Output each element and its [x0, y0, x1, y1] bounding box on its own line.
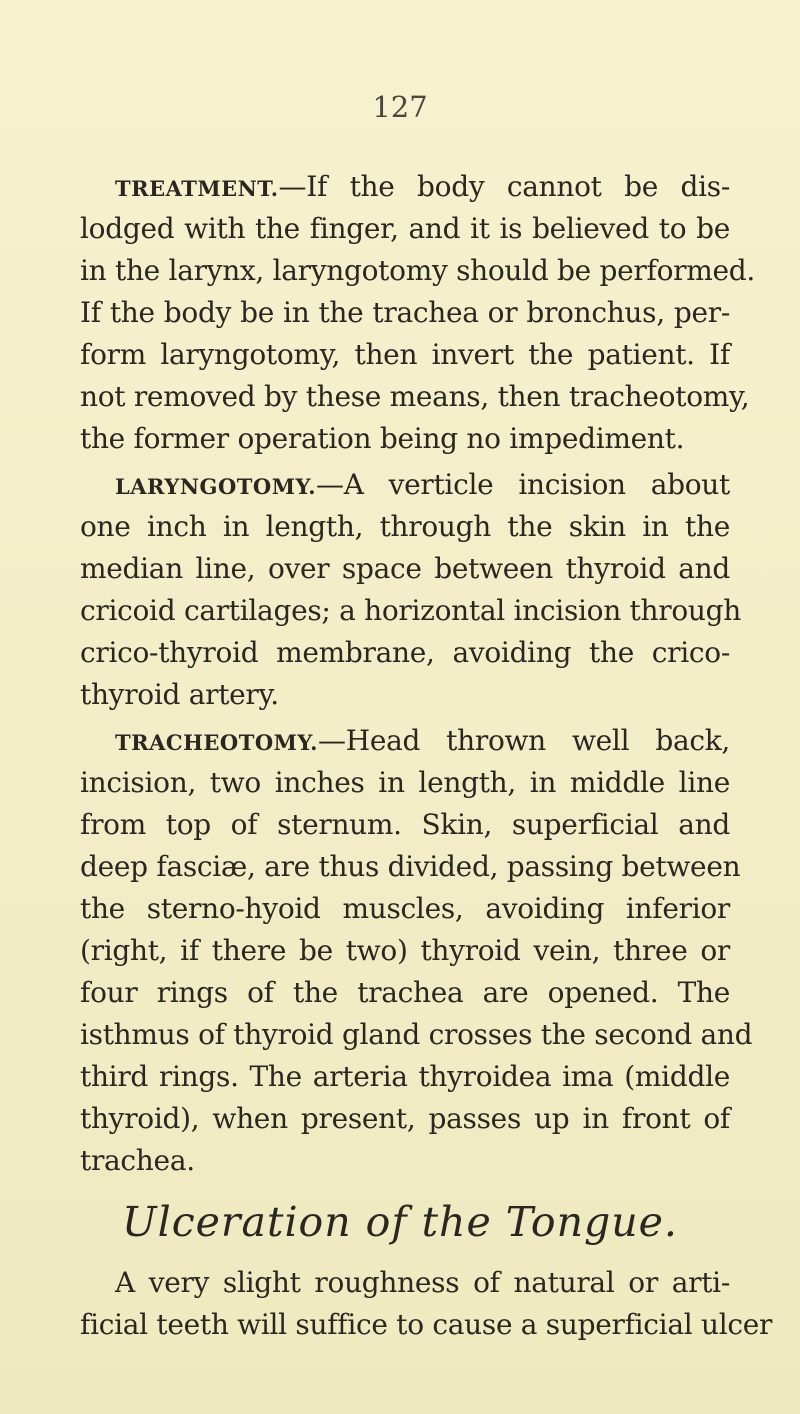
- treatment-line-6: not removed by these means, then tracheotomy,: [80, 380, 750, 413]
- laryngotomy-line-5: crico-thyroid membrane, avoiding the crico-: [80, 636, 730, 669]
- laryngotomy-line-1: LARYNGOTOMY.—A verticle incision about: [115, 468, 730, 501]
- closing-line-2: ficial teeth will suffice to cause a superficial ulcer: [80, 1308, 773, 1341]
- treatment-line-2: lodged with the finger, and it is believed to be: [80, 212, 730, 245]
- treatment-label: TREATMENT.: [115, 176, 279, 201]
- tracheotomy-line-4: deep fasciæ, are thus divided, passing between: [80, 850, 741, 883]
- laryngotomy-label: LARYNGOTOMY.: [115, 474, 317, 499]
- laryngotomy-line-2: one inch in length, through the skin in the: [80, 510, 730, 543]
- tracheotomy-line-2: incision, two inches in length, in middle line: [80, 766, 730, 799]
- treatment-line-7: the former operation being no impediment.: [80, 422, 685, 455]
- treatment-line-5: form laryngotomy, then invert the patient. If: [80, 338, 730, 371]
- tracheotomy-line-7: four rings of the trachea are opened. The: [80, 976, 730, 1009]
- laryngotomy-line-3: median line, over space between thyroid and: [80, 552, 730, 585]
- tracheotomy-line-1: TRACHEOTOMY.—Head thrown well back,: [115, 724, 730, 757]
- laryngotomy-line-6: thyroid artery.: [80, 678, 279, 711]
- tracheotomy-label: TRACHEOTOMY.: [115, 730, 318, 755]
- tracheotomy-line-11: trachea.: [80, 1144, 195, 1177]
- tracheotomy-line-5: the sterno-hyoid muscles, avoiding inferior: [80, 892, 730, 925]
- tracheotomy-line-9: third rings. The arteria thyroidea ima (middle: [80, 1060, 730, 1093]
- treatment-line-4: If the body be in the trachea or bronchus, per-: [80, 296, 730, 329]
- tracheotomy-line-10: thyroid), when present, passes up in front of: [80, 1102, 730, 1135]
- closing-line-1: A very slight roughness of natural or arti-: [115, 1266, 730, 1299]
- treatment-line-3: in the larynx, laryngotomy should be performed.: [80, 254, 755, 287]
- tracheotomy-line-3: from top of sternum. Skin, superficial and: [80, 808, 730, 841]
- tracheotomy-line-6: (right, if there be two) thyroid vein, three or: [80, 934, 730, 967]
- section-heading: Ulceration of the Tongue.: [122, 1198, 678, 1246]
- tracheotomy-line-8: isthmus of thyroid gland crosses the second and: [80, 1018, 753, 1051]
- page-number: 127: [372, 90, 428, 124]
- treatment-line-1: TREATMENT.—If the body cannot be dis-: [115, 170, 730, 203]
- laryngotomy-line-4: cricoid cartilages; a horizontal incision through: [80, 594, 741, 627]
